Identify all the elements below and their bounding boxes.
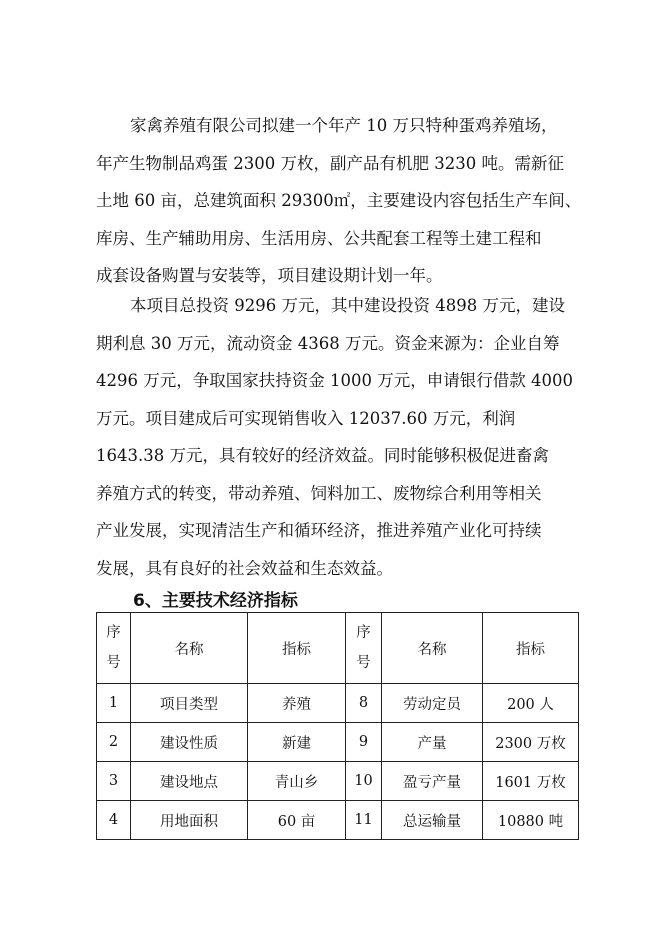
text-line: 4296 万元，争取国家扶持资金 1000 万元，申请银行借款 4000 bbox=[96, 371, 573, 390]
cell-indicator: 200 人 bbox=[483, 684, 579, 723]
table-row bbox=[97, 684, 579, 723]
cell-seq: 2 bbox=[97, 723, 131, 762]
cell-indicator: 10880 吨 bbox=[483, 801, 579, 840]
cell-seq: 4 bbox=[97, 801, 131, 840]
cell-indicator: 新建 bbox=[248, 723, 346, 762]
text-line: 土地 60 亩，总建筑面积 29300㎡，主要建设内容包括生产车间、 bbox=[96, 191, 582, 210]
text-line: 发展，具有良好的社会效益和生态效益。 bbox=[96, 558, 393, 578]
header-name: 名称 bbox=[131, 613, 248, 684]
paragraph-investment bbox=[96, 287, 596, 587]
text-line: 家禽养殖有限公司拟建一个年产 10 万只特种蛋鸡养殖场， bbox=[130, 116, 558, 135]
cell-indicator: 60 亩 bbox=[248, 801, 346, 840]
cell-seq: 1 bbox=[97, 684, 131, 723]
section-heading: 6、主要技术经济指标 bbox=[133, 591, 298, 611]
cell-name: 建设地点 bbox=[131, 762, 248, 801]
cell-name: 产量 bbox=[382, 723, 483, 762]
text-line: 期利息 30 万元，流动资金 4368 万元。资金来源为：企业自筹 bbox=[96, 333, 560, 353]
header-indicator: 指标 bbox=[483, 613, 579, 684]
cell-name: 劳动定员 bbox=[382, 684, 483, 723]
cell-name: 盈亏产量 bbox=[382, 762, 483, 801]
indicators-table bbox=[96, 612, 579, 840]
cell-seq: 3 bbox=[97, 762, 131, 801]
header-seq: 序 号 bbox=[346, 613, 382, 684]
cell-name: 项目类型 bbox=[131, 684, 248, 723]
text-line: 库房、生产辅助用房、生活用房、公共配套工程等土建工程和 bbox=[96, 228, 542, 248]
table-row bbox=[97, 801, 579, 840]
cell-seq: 11 bbox=[346, 801, 382, 840]
cell-indicator: 青山乡 bbox=[248, 762, 346, 801]
cell-seq: 9 bbox=[346, 723, 382, 762]
cell-name: 建设性质 bbox=[131, 723, 248, 762]
cell-indicator: 1601 万枚 bbox=[483, 762, 579, 801]
cell-seq: 10 bbox=[346, 762, 382, 801]
text-line: 本项目总投资 9296 万元，其中建设投资 4898 万元，建设 bbox=[130, 296, 565, 315]
header-seq: 序 号 bbox=[97, 613, 131, 684]
cell-seq: 8 bbox=[346, 684, 382, 723]
text-line: 产业发展，实现清洁生产和循环经济，推进养殖产业化可持续 bbox=[96, 521, 542, 540]
text-line: 养殖方式的转变，带动养殖、饲料加工、废物综合利用等相关 bbox=[96, 483, 542, 503]
text-line: 年产生物制品鸡蛋 2300 万枚，副产品有机肥 3230 吨。需新征 bbox=[96, 153, 564, 173]
cell-name: 用地面积 bbox=[131, 801, 248, 840]
text-line: 成套设备购置与安装等，项目建设期计划一年。 bbox=[96, 266, 443, 285]
text-line: 万元。项目建成后可实现销售收入 12037.60 万元，利润 bbox=[96, 408, 516, 428]
table-row bbox=[97, 762, 579, 801]
cell-name: 总运输量 bbox=[382, 801, 483, 840]
cell-indicator: 养殖 bbox=[248, 684, 346, 723]
table-header-row bbox=[97, 613, 579, 684]
header-indicator: 指标 bbox=[248, 613, 346, 684]
text-line: 1643.38 万元，具有较好的经济效益。同时能够积极促进畜禽 bbox=[96, 446, 549, 465]
cell-indicator: 2300 万枚 bbox=[483, 723, 579, 762]
table-row bbox=[97, 723, 579, 762]
header-name: 名称 bbox=[382, 613, 483, 684]
paragraph-project-overview bbox=[96, 107, 596, 295]
